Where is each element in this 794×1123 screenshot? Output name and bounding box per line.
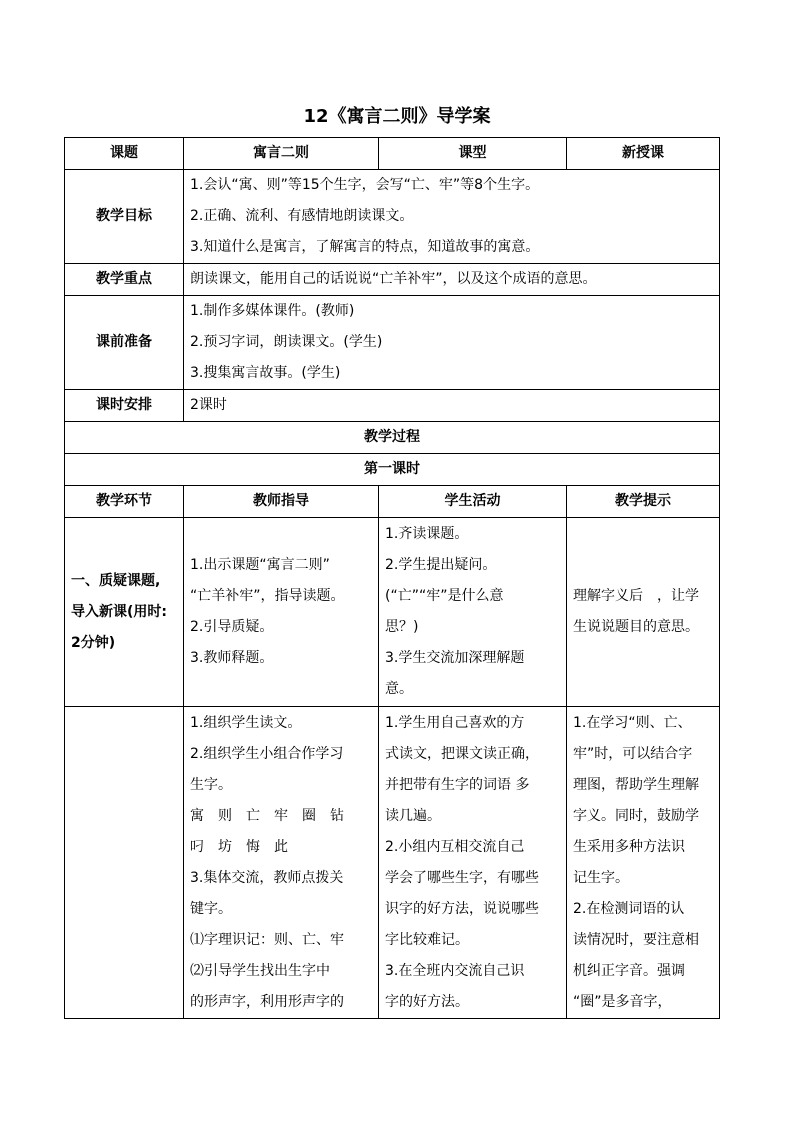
column-header-row bbox=[65, 486, 720, 518]
topic-value: 寓言二则 bbox=[184, 138, 379, 170]
column-header-teacher: 教师指导 bbox=[184, 486, 379, 518]
teacher-line: 1.出示课题“寓言二则” bbox=[190, 557, 330, 573]
student-line: 并把带有生字的词语 多 bbox=[385, 776, 530, 793]
student-line: 式读文，把课文读正确， bbox=[385, 745, 539, 762]
tips-line: 读情况时，要注意相 bbox=[573, 931, 699, 948]
topic-row bbox=[65, 138, 720, 170]
section1-stage bbox=[65, 518, 184, 707]
teacher-line: 寓 则 亡 牢 圈 钻 bbox=[190, 807, 344, 824]
focus-text: 朗读课文，能用自己的话说说“亡羊补牢”，以及这个成语的意思。 bbox=[184, 264, 720, 296]
section-row bbox=[65, 707, 720, 1019]
section2-stage bbox=[65, 707, 184, 1019]
section1-student bbox=[379, 518, 567, 707]
tips-line: 理图，帮助学生理解 bbox=[573, 776, 699, 793]
process-heading-row bbox=[65, 422, 720, 454]
student-line: 字的好方法。 bbox=[385, 993, 469, 1010]
prep-content bbox=[184, 296, 720, 390]
lesson-plan-table bbox=[64, 137, 720, 1019]
stage-line: 导入新课(用时: bbox=[71, 603, 167, 620]
student-line: 识字的好方法，说说哪些 bbox=[385, 900, 539, 917]
tips-line: 理解字义后 ，让学 bbox=[573, 588, 699, 604]
teacher-line: “亡羊补牢”，指导读题。 bbox=[190, 588, 345, 604]
prep-row bbox=[65, 296, 720, 390]
teacher-line: 1.组织学生读文。 bbox=[190, 714, 302, 731]
teacher-line: 3.教师释题。 bbox=[190, 650, 274, 666]
student-line: (“亡”“牢”是什么意 bbox=[385, 588, 504, 604]
hours-value: 2课时 bbox=[184, 390, 720, 422]
teacher-line: 2.引导质疑。 bbox=[190, 619, 274, 635]
tips-line: 牢”时，可以结合字 bbox=[573, 745, 693, 762]
teacher-line: 的形声字，利用形声字的 bbox=[190, 993, 344, 1010]
focus-row bbox=[65, 264, 720, 296]
tips-line: 字义。同时，鼓励学 bbox=[573, 807, 699, 824]
student-line: 2.小组内互相交流自己 bbox=[385, 838, 525, 855]
type-value: 新授课 bbox=[567, 138, 720, 170]
section1-teacher bbox=[184, 518, 379, 707]
tips-line: 生说说题目的意思。 bbox=[573, 619, 699, 635]
prep-item: 3.搜集寓言故事。(学生) bbox=[190, 365, 341, 381]
student-line: 1.学生用自己喜欢的方 bbox=[385, 714, 525, 731]
student-line: 1.齐读课题。 bbox=[385, 526, 469, 542]
hours-label: 课时安排 bbox=[65, 390, 184, 422]
goals-row bbox=[65, 170, 720, 264]
teacher-line: 叼 坊 悔 此 bbox=[190, 838, 288, 855]
type-label: 课型 bbox=[379, 138, 567, 170]
tips-line: 机纠正字音。强调 bbox=[573, 962, 685, 979]
focus-label: 教学重点 bbox=[65, 264, 184, 296]
student-line: 3.学生交流加深理解题 bbox=[385, 650, 525, 666]
student-line: 意。 bbox=[385, 681, 413, 697]
column-header-stage: 教学环节 bbox=[65, 486, 184, 518]
student-line: 思？) bbox=[385, 619, 419, 635]
tips-line: 生采用多种方法识 bbox=[573, 838, 685, 855]
student-line: 读几遍。 bbox=[385, 807, 441, 824]
process-heading: 教学过程 bbox=[65, 422, 720, 454]
section2-teacher bbox=[184, 707, 379, 1019]
stage-line: 2分钟) bbox=[71, 634, 116, 651]
document-title: 12《寓言二则》导学案 bbox=[303, 106, 491, 127]
tips-line: 记生字。 bbox=[573, 869, 629, 886]
tips-line: “圈”是多音字， bbox=[573, 993, 672, 1010]
period-heading: 第一课时 bbox=[65, 454, 720, 486]
stage-line: 一、质疑课题, bbox=[71, 572, 161, 589]
tips-line: 2.在检测词语的认 bbox=[573, 900, 685, 917]
topic-label: 课题 bbox=[65, 138, 184, 170]
teacher-line: 3.集体交流，教师点拨关 bbox=[190, 869, 344, 886]
teacher-line: ⑵引导学生找出生字中 bbox=[190, 962, 330, 979]
teacher-line: ⑴字理识记：则、亡、牢 bbox=[190, 931, 344, 948]
goal-item: 2.正确、流利、有感情地朗读课文。 bbox=[190, 208, 414, 224]
goals-label: 教学目标 bbox=[65, 170, 184, 264]
teacher-line: 键字。 bbox=[190, 900, 232, 917]
hours-row bbox=[65, 390, 720, 422]
goals-content bbox=[184, 170, 720, 264]
goal-item: 1.会认“寓、则”等15个生字，会写“亡、牢”等8个生字。 bbox=[190, 177, 540, 193]
student-line: 2.学生提出疑问。 bbox=[385, 557, 497, 573]
prep-label: 课前准备 bbox=[65, 296, 184, 390]
prep-item: 1.制作多媒体课件。(教师) bbox=[190, 303, 355, 319]
period-heading-row bbox=[65, 454, 720, 486]
teacher-line: 生字。 bbox=[190, 776, 232, 793]
teacher-line: 2.组织学生小组合作学习 bbox=[190, 745, 344, 762]
section2-student bbox=[379, 707, 567, 1019]
student-line: 3.在全班内交流自己识 bbox=[385, 962, 525, 979]
column-header-student: 学生活动 bbox=[379, 486, 567, 518]
tips-line: 1.在学习“则、亡、 bbox=[573, 714, 692, 731]
student-line: 字比较难记。 bbox=[385, 931, 469, 948]
column-header-tips: 教学提示 bbox=[567, 486, 720, 518]
goal-item: 3.知道什么是寓言，了解寓言的特点，知道故事的寓意。 bbox=[190, 239, 540, 255]
prep-item: 2.预习字词，朗读课文。(学生) bbox=[190, 334, 383, 350]
section2-tips bbox=[567, 707, 720, 1019]
section-row bbox=[65, 518, 720, 707]
student-line: 学会了哪些生字，有哪些 bbox=[385, 869, 539, 886]
section1-tips bbox=[567, 518, 720, 707]
